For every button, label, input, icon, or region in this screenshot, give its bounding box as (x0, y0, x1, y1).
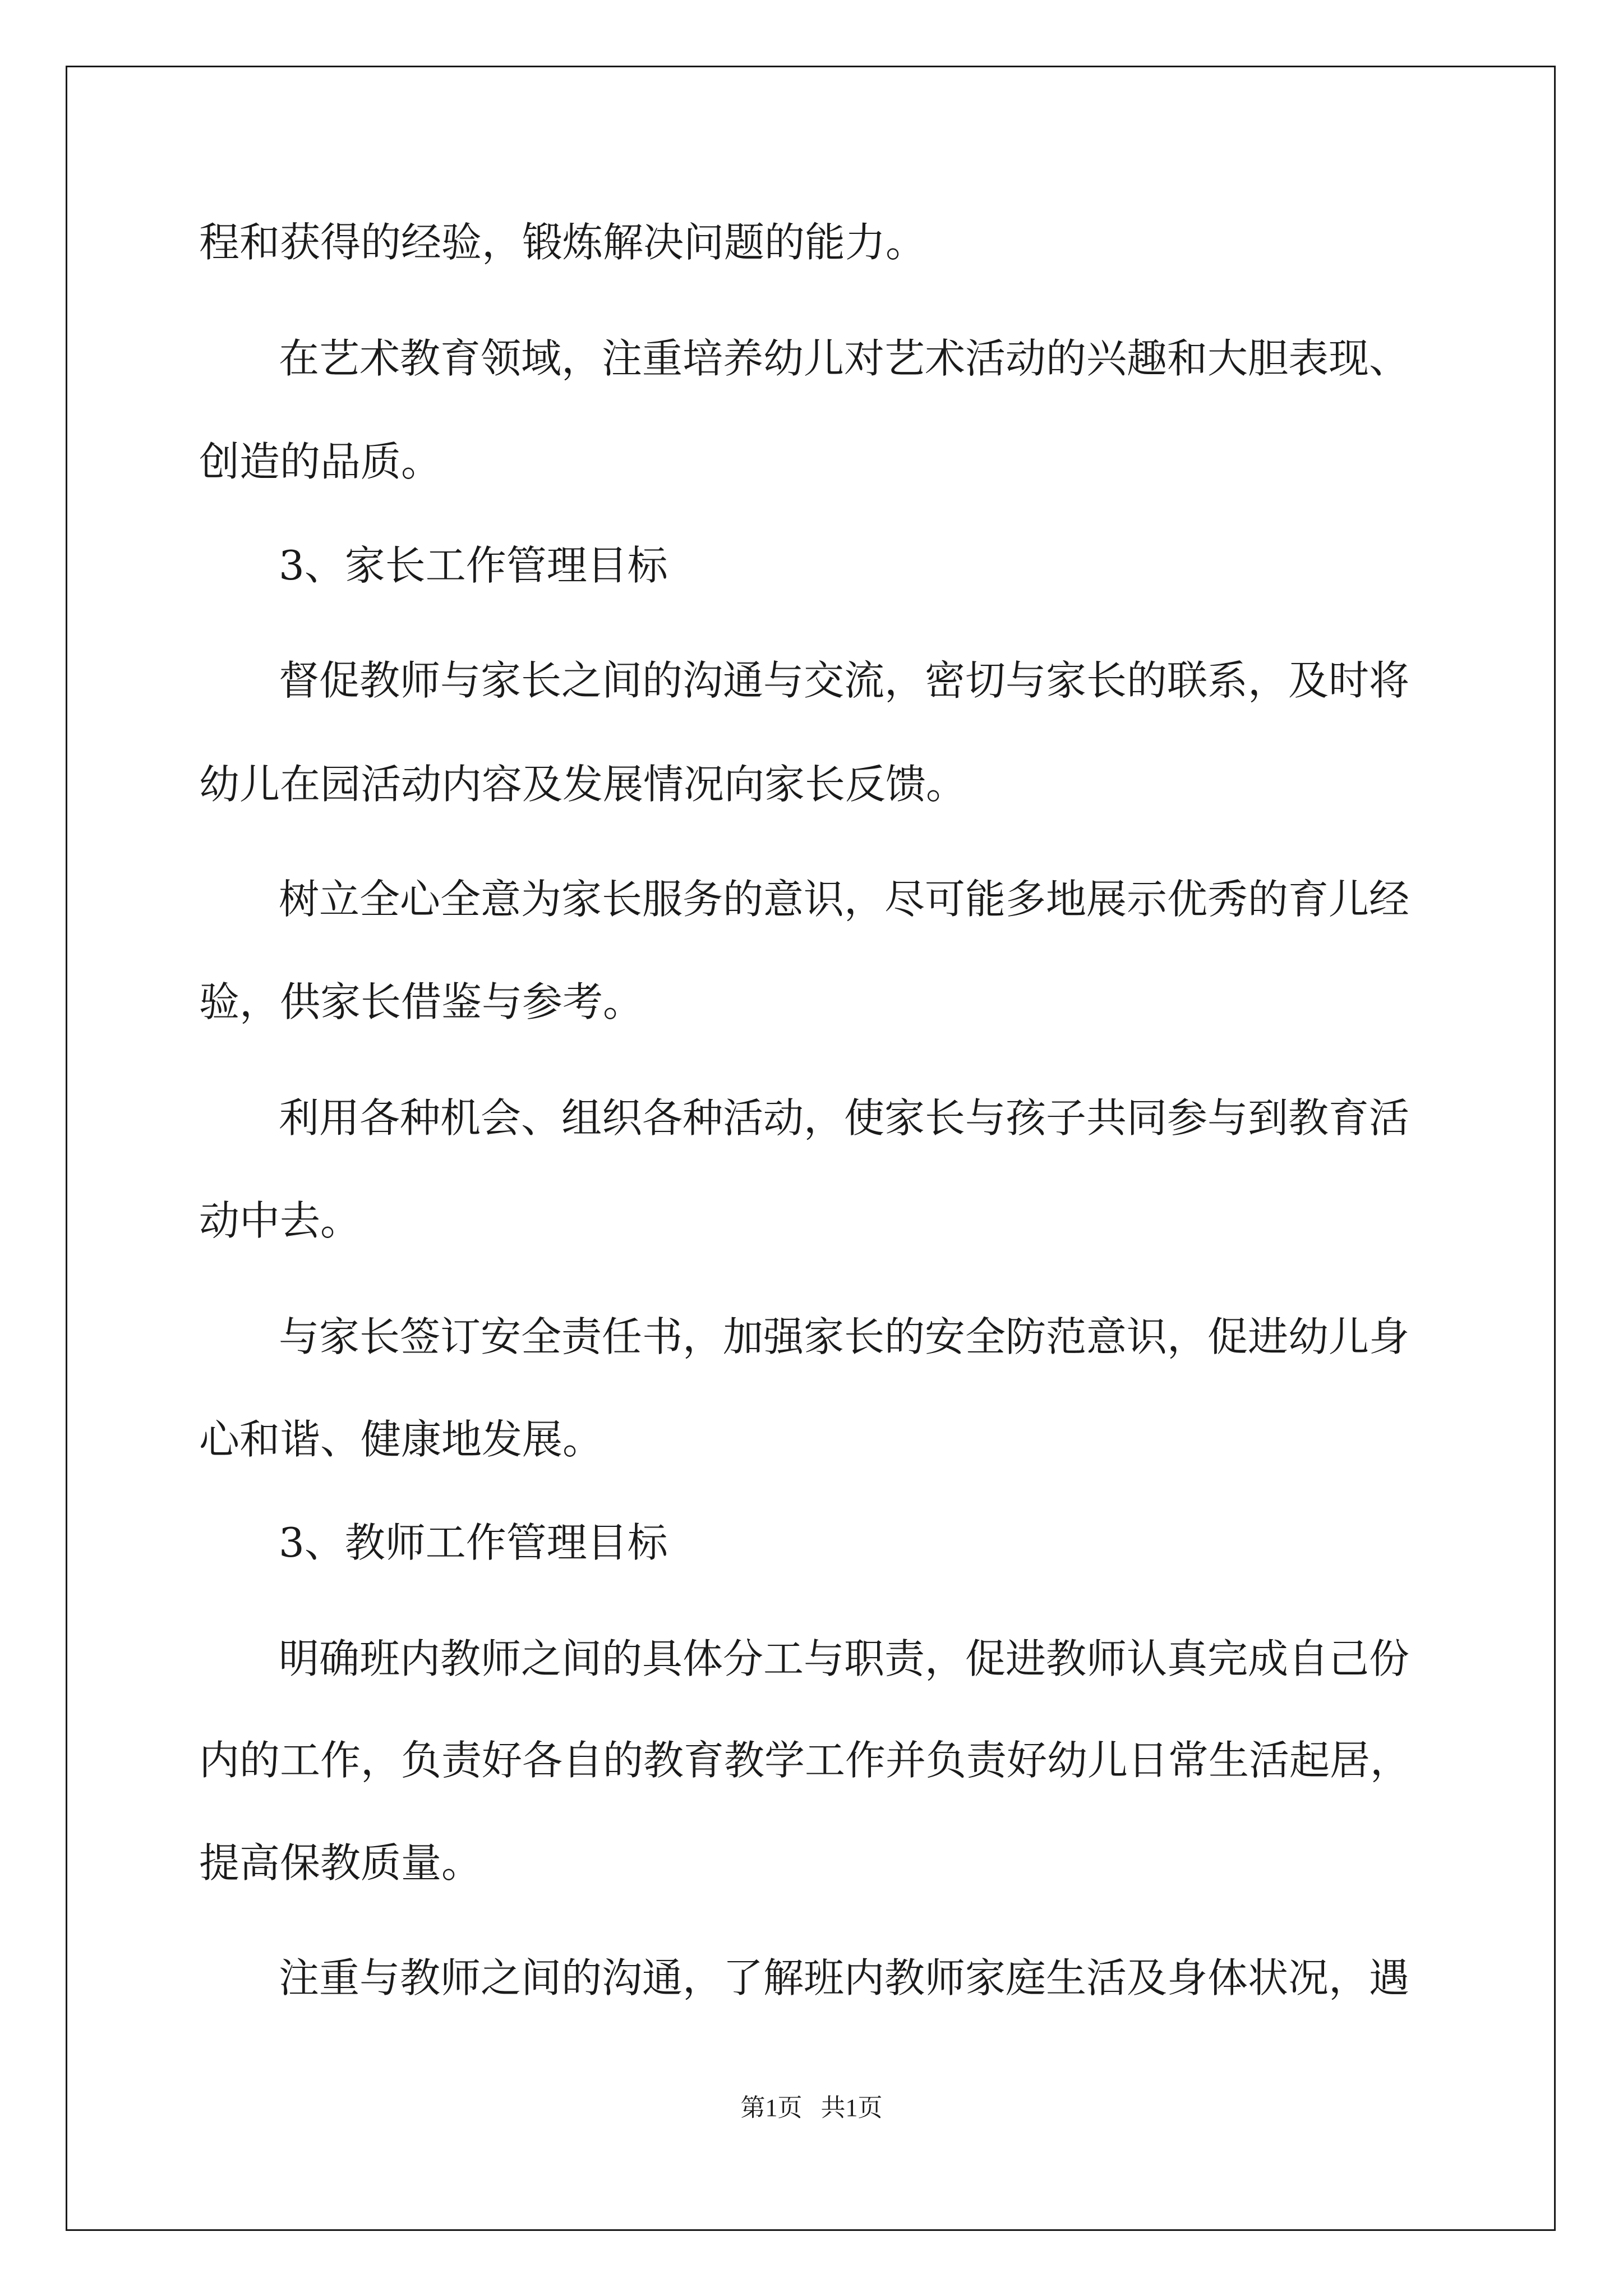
body-line: 提高保教质量。 (199, 1839, 482, 1887)
page-border (66, 66, 1556, 2231)
body-line: 创造的品质。 (199, 438, 442, 485)
section-heading: 3、教师工作管理目标 (279, 1519, 668, 1566)
body-line: 验，供家长借鉴与参考。 (199, 978, 644, 1025)
body-line: 与家长签订安全责任书，加强家长的安全防范意识，促进幼儿身 (279, 1313, 1410, 1360)
body-line: 利用各种机会、组织各种活动，使家长与孩子共同参与到教育活 (279, 1094, 1410, 1142)
body-line: 明确班内教师之间的具体分工与职责，促进教师认真完成自己份 (279, 1635, 1410, 1682)
body-line: 幼儿在园活动内容及发展情况向家长反馈。 (199, 761, 967, 808)
body-line: 督促教师与家长之间的沟通与交流，密切与家长的联系，及时将 (279, 657, 1410, 704)
section-heading: 3、家长工作管理目标 (279, 542, 668, 589)
body-line: 在艺术教育领域，注重培养幼儿对艺术活动的兴趣和大胆表现、 (279, 335, 1410, 382)
body-line: 心和谐、健康地发展。 (199, 1416, 603, 1463)
body-line: 内的工作，负责好各自的教育教学工作并负责好幼儿日常生活起居， (199, 1737, 1411, 1784)
body-line: 注重与教师之间的沟通，了解班内教师家庭生活及身体状况，遇 (279, 1954, 1410, 2001)
page-footer (0, 2091, 1623, 2125)
body-line: 树立全心全意为家长服务的意识，尽可能多地展示优秀的育儿经 (279, 876, 1410, 923)
page-number: 第1页 共1页 (740, 2094, 883, 2122)
body-line: 程和获得的经验，锻炼解决问题的能力。 (199, 219, 926, 266)
body-line: 动中去。 (199, 1197, 361, 1244)
